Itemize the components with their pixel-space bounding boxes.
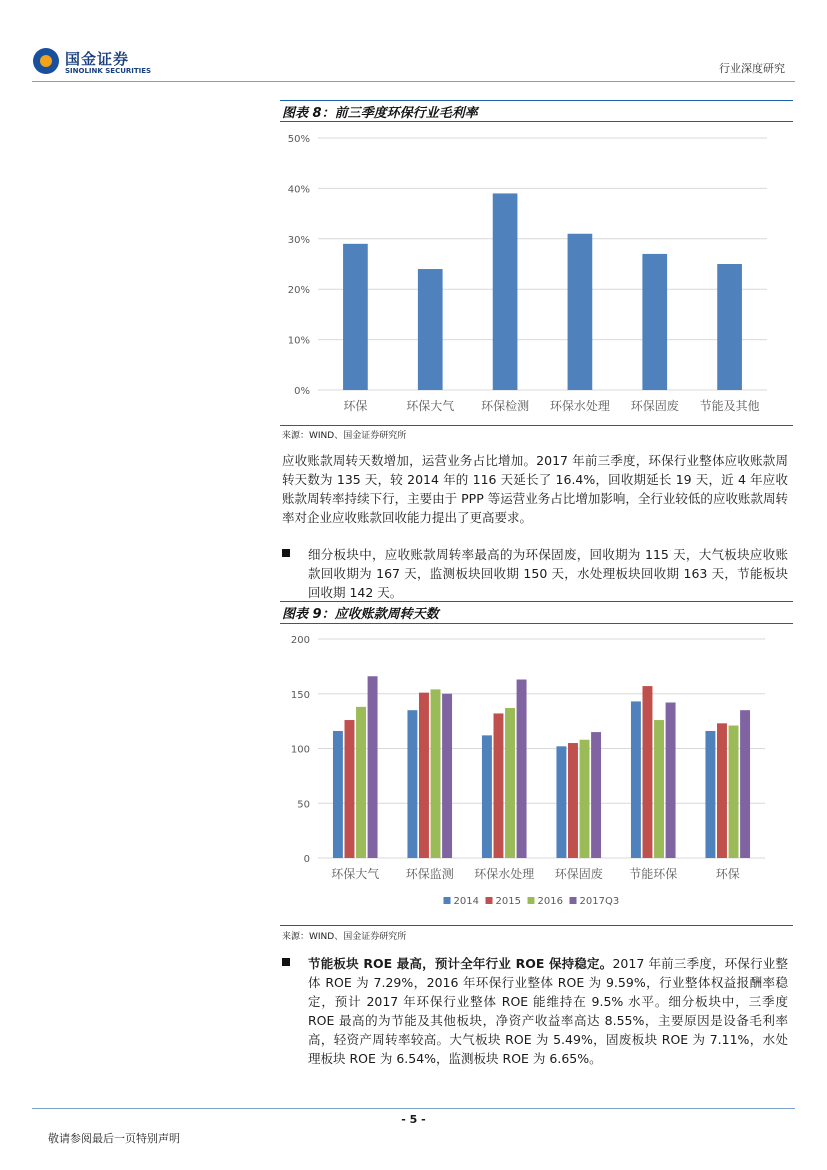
page-number: - 5 -: [401, 1113, 426, 1126]
y-tick-label: 150: [290, 689, 310, 701]
figure9-title: 图表 9：应收账款周转天数: [282, 607, 439, 622]
figure8-source: 来源：WIND、国金证券研究所: [282, 431, 407, 441]
bullet-icon: [282, 958, 290, 966]
bar: [568, 743, 578, 858]
y-tick-label: 50: [297, 799, 310, 811]
bar: [356, 707, 366, 858]
y-tick-label: 40%: [287, 184, 310, 196]
paragraph-receivables-text: 应收账款周转天数增加，运营业务占比增加。2017 年前三季度，环保行业整体应收账款周转天数为 135 天，较 2014 年的 116 天延长了 16.4%，回收期延长 19 天，近 4 年应收账款周转率持续下行，主要由于 PPP 等运营业务占比增加影响，全行业较低的应收账款周转率对企业应收账款回收能力提出了更高要求。: [282, 453, 788, 525]
y-tick-label: 100: [290, 744, 310, 756]
bar: [482, 735, 492, 858]
roe-lead-sentence: 节能板块 ROE 最高，预计全年行业 ROE 保持稳定。: [308, 956, 613, 971]
x-category-label: 环保大气: [406, 399, 455, 413]
bar: [431, 689, 441, 858]
y-tick-label: 0%: [294, 386, 310, 397]
bar: [419, 693, 429, 858]
legend-swatch: [528, 897, 535, 904]
bar: [631, 701, 641, 858]
figure9-top-rule: [280, 601, 793, 602]
bar: [493, 193, 518, 390]
y-tick-label: 200: [290, 635, 310, 646]
bar: [494, 713, 504, 858]
x-category-label: 环保: [715, 867, 740, 881]
x-category-label: 节能及其他: [699, 399, 760, 413]
bullet-paragraph-roe-text: [286, 954, 788, 1068]
company-logo: [33, 48, 163, 80]
bar: [705, 731, 715, 858]
figure9-bottom-rule: [280, 925, 793, 926]
x-category-label: 节能环保: [629, 867, 678, 881]
bar: [717, 723, 727, 858]
bar: [642, 254, 667, 390]
x-category-label: 环保大气: [331, 867, 380, 881]
y-tick-label: 0: [303, 854, 310, 865]
footer-divider: [32, 1108, 795, 1109]
y-tick-label: 30%: [287, 234, 310, 246]
disclaimer-note: 敬请参阅最后一页特别声明: [48, 1132, 180, 1145]
x-category-label: 环保水处理: [474, 867, 535, 881]
figure8-title: 图表 8：前三季度环保行业毛利率: [282, 106, 478, 121]
x-category-label: 环保: [343, 399, 368, 413]
y-tick-label: 20%: [287, 285, 310, 297]
x-category-label: 环保水处理: [549, 399, 610, 413]
header-divider: [32, 81, 795, 82]
figure8-bottom-rule: [280, 425, 793, 426]
bar: [345, 720, 355, 858]
bar: [717, 264, 742, 390]
legend-label: 2017Q3: [579, 896, 620, 907]
x-category-label: 环保检测: [481, 399, 530, 413]
bar: [556, 746, 566, 858]
roe-body: 2017 年前三季度，环保行业整体 ROE 为 7.29%，2016 年环保行业整体 ROE 为 9.59%，行业整体权益报酬率稳定，预计 2017 年环保行业整体 ROE 能维持在 9.5% 水平。细分板块中，三季度 ROE 最高的为节能及其他板块，净资产收益率高达 8.55%，主要原因是设备毛利率高，轻资产周转率较高。大气板块 ROE 为 5.49%，固废板块 ROE 为 7.11%，水处理板块 ROE 为 6.54%，监测板块 ROE 为 6.65%。: [308, 956, 788, 1066]
bar: [368, 676, 378, 858]
legend-label: 2016: [537, 896, 563, 907]
legend-swatch: [486, 897, 493, 904]
bar: [333, 731, 343, 858]
figure9-source: 来源：WIND、国金证券研究所: [282, 932, 407, 942]
figure9-title-rule: [280, 623, 793, 624]
paragraph-receivables: [282, 451, 788, 527]
bullet-paragraph-roe: [286, 954, 788, 1068]
figure9-chart: [280, 626, 780, 924]
report-type: 行业深度研究: [719, 62, 785, 75]
bar: [407, 710, 417, 858]
bar: [568, 234, 593, 390]
bullet-icon: [282, 549, 290, 557]
bar: [418, 269, 443, 390]
bar: [643, 686, 653, 858]
bullet-paragraph-segments: [286, 545, 788, 602]
bar: [591, 732, 601, 858]
logo-cn-text: 国金证券: [65, 50, 130, 68]
legend-swatch: [444, 897, 451, 904]
bullet-paragraph-segments-text: 细分板块中，应收账款周转率最高的为环保固废，回收期为 115 天，大气板块应收账款回收期为 167 天，监测板块回收期 150 天，水处理板块回收期 163 天，节能板块回收期 142 天。: [308, 547, 788, 600]
bar: [517, 680, 527, 858]
bar: [729, 726, 739, 858]
legend-swatch: [570, 897, 577, 904]
bar: [442, 694, 452, 858]
figure8-chart: [280, 124, 780, 424]
figure8-title-rule: [280, 121, 793, 122]
bar: [654, 720, 664, 858]
bar: [580, 740, 590, 858]
x-category-label: 环保固废: [554, 867, 603, 881]
figure8-top-rule: [280, 100, 793, 101]
y-tick-label: 50%: [287, 134, 310, 145]
logo-en-text: SINOLINK SECURITIES: [65, 67, 152, 75]
legend-label: 2014: [453, 896, 479, 907]
bar: [740, 710, 750, 858]
logo-mark-icon: [33, 48, 59, 74]
x-category-label: 环保固废: [630, 399, 679, 413]
bar: [666, 703, 676, 858]
y-tick-label: 10%: [287, 335, 310, 347]
legend-label: 2015: [495, 896, 521, 907]
bar: [343, 244, 368, 390]
bar: [505, 708, 515, 858]
x-category-label: 环保监测: [405, 867, 454, 881]
